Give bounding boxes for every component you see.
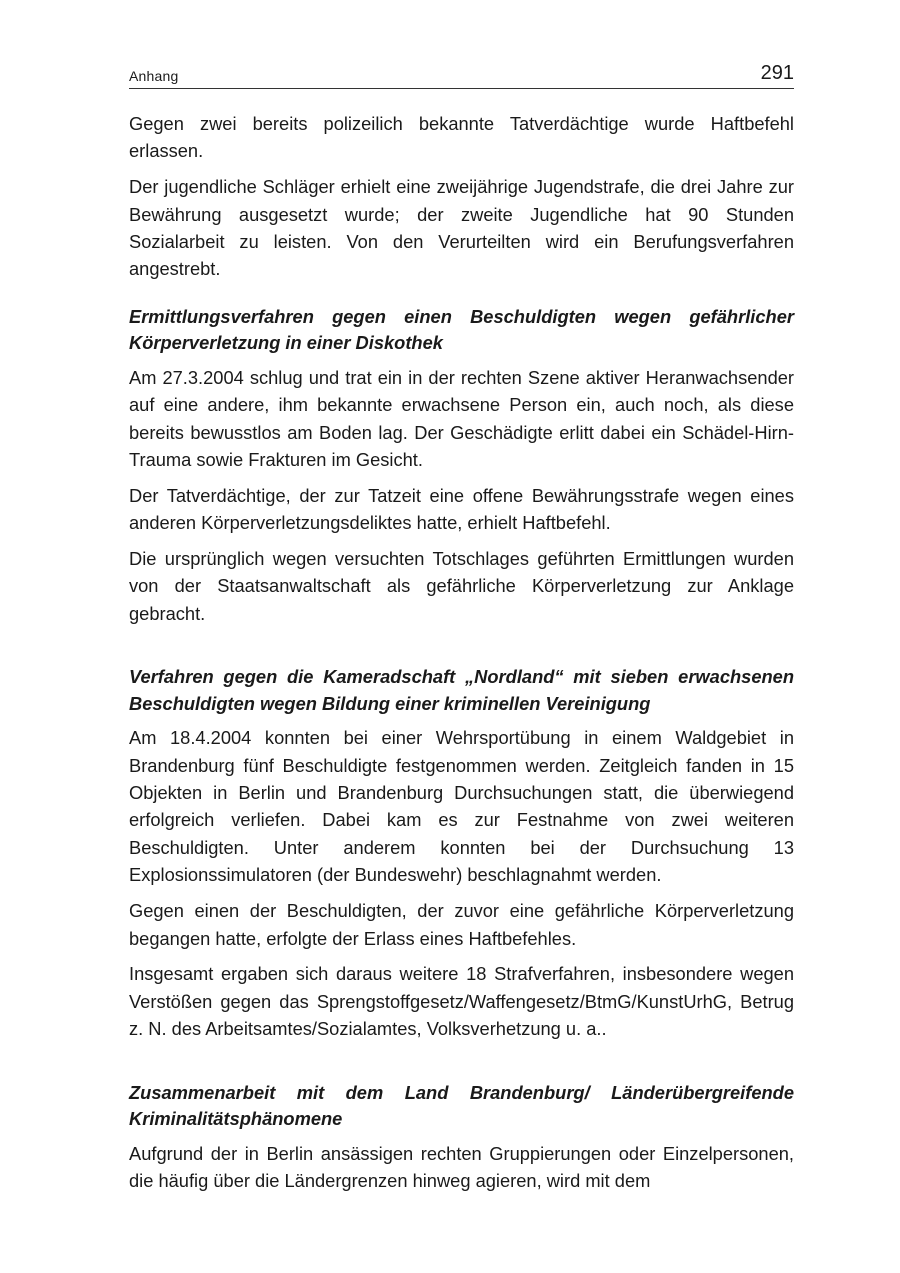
paragraph: Insgesamt ergaben sich daraus weitere 18 Strafverfahren, insbesondere wegen Verstößen gegen das Sprengstoffgesetz/Waffengesetz/BtmG/KunstUrhG, Betrug z. N. des Arbeitsamtes/Sozialamtes, Volksverhetzung u. a.. (129, 963, 794, 1040)
paragraph: Gegen zwei bereits polizeilich bekannte Tatverdächtige wurde Haftbefehl erlassen. (129, 113, 794, 162)
paragraph: Am 18.4.2004 konnten bei einer Wehrsportübung in einem Waldgebiet in Brandenburg fünf Beschuldigte festgenommen werden. Zeitgleich fanden in 15 Objekten in Berlin und Brandenburg Durchsuchungen statt, die überwiegend erfolgreich verliefen. Dabei kam es zur Festnahme von zwei weiteren Beschuldigten. Unter anderem konnten bei der Durchsuchung 13 Explosionssimulatoren (der Bundeswehr) beschlagnahmt werden. (129, 727, 794, 886)
section-heading: Zusammenarbeit mit dem Land Brandenburg/ Länderübergreifende Kriminalitätsphänomene (129, 1081, 794, 1130)
paragraph: Der Tatverdächtige, der zur Tatzeit eine offene Bewährungsstrafe wegen eines anderen Körperverletzungsdeliktes hatte, erhielt Haftbefehl. (129, 484, 794, 534)
running-header (129, 58, 794, 89)
paragraph: Am 27.3.2004 schlug und trat ein in der rechten Szene aktiver Heranwachsender auf eine andere, ihm bekannte erwachsene Person ein, auch noch, als diese bereits bewusstlos am Boden lag. Der Geschädigte erlitt dabei ein Schädel-Hirn-Trauma sowie Frakturen im Gesicht. (129, 366, 794, 471)
section-diskothek (129, 304, 794, 627)
section-heading: Ermittlungsverfahren gegen einen Beschuldigten wegen gefährlicher Körperverletzung in einer Diskothek (129, 305, 794, 354)
body-text (129, 110, 794, 1194)
running-title: Anhang (129, 68, 179, 84)
section-heading: Verfahren gegen die Kameradschaft „Nordland“ mit sieben erwachsenen Beschuldigten wegen Bildung einer kriminellen Vereinigung (129, 666, 794, 714)
page-number: 291 (760, 62, 794, 84)
section-brandenburg (129, 1080, 794, 1195)
paragraph: Die ursprünglich wegen versuchten Totschlages geführten Ermittlungen wurden von der Staatsanwaltschaft als gefährliche Körperverletzung zur Anklage gebracht. (129, 548, 794, 624)
paragraph: Aufgrund der in Berlin ansässigen rechten Gruppierungen oder Einzelpersonen, die häufig über die Ländergrenzen hinweg agieren, wird mit dem (129, 1142, 794, 1191)
paragraph: Gegen einen der Beschuldigten, der zuvor eine gefährliche Körperverletzung begangen hatte, erfolgte der Erlass eines Haftbefehles. (129, 900, 794, 949)
paragraph: Der jugendliche Schläger erhielt eine zweijährige Jugendstrafe, die drei Jahre zur Bewährung ausgesetzt wurde; der zweite Jugendliche hat 90 Stunden Sozialarbeit zu leisten. Von den Verurteilten wird ein Berufungsverfahren angestrebt. (129, 176, 794, 280)
section-nordland (129, 664, 794, 1042)
